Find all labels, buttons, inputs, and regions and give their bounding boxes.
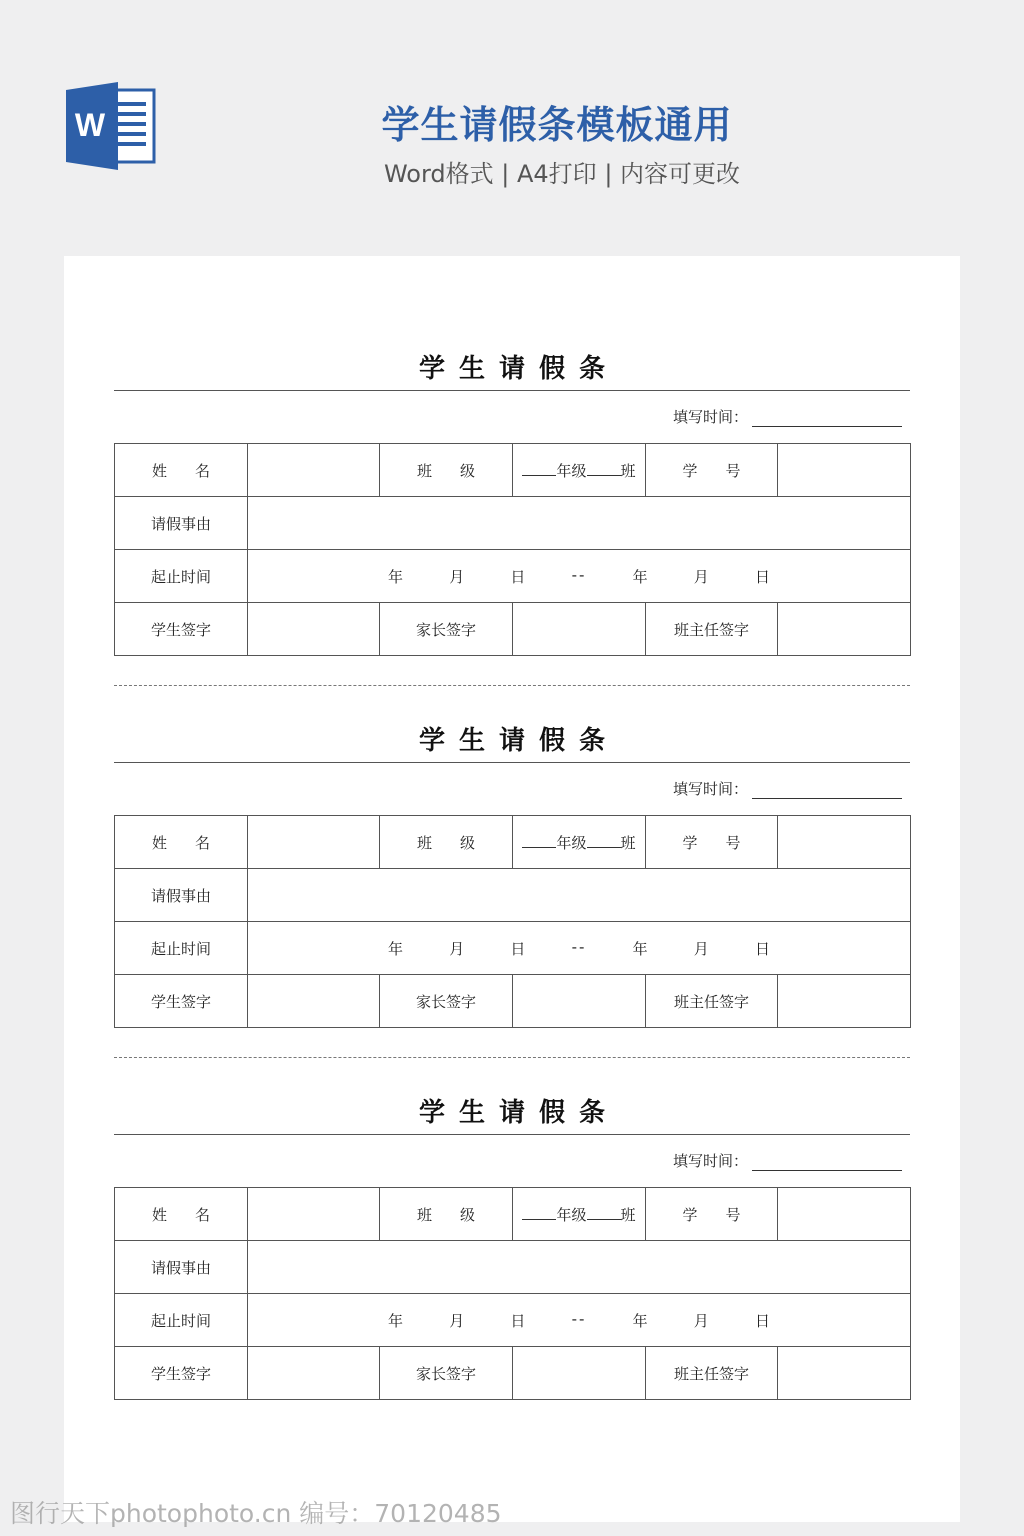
reason-label: 请假事由 — [115, 497, 248, 550]
start-year: 年 — [388, 939, 404, 958]
title-rule — [114, 1134, 910, 1135]
fill-time — [673, 1150, 902, 1171]
grade-blank[interactable] — [522, 462, 556, 476]
student-signature-label: 学生签字 — [115, 975, 248, 1028]
period-label: 起止时间 — [115, 1294, 248, 1347]
student-id-field[interactable] — [778, 444, 911, 497]
end-year: 年 — [632, 567, 648, 586]
teacher-signature-field[interactable] — [778, 603, 911, 656]
table-row — [115, 816, 911, 869]
start-day: 日 — [510, 939, 526, 958]
parent-signature-label: 家长签字 — [380, 975, 513, 1028]
end-month: 月 — [693, 567, 709, 586]
period-field[interactable] — [248, 922, 911, 975]
class-suffix: 班 — [620, 1205, 636, 1224]
grade-class-field[interactable] — [513, 1188, 646, 1241]
parent-signature-label: 家长签字 — [380, 603, 513, 656]
table-row — [115, 603, 911, 656]
student-id-label: 学号 — [646, 816, 778, 869]
teacher-signature-field[interactable] — [778, 975, 911, 1028]
start-month: 月 — [449, 1311, 465, 1330]
fill-time-blank[interactable] — [752, 783, 902, 799]
table-row — [115, 1294, 911, 1347]
fill-time-label: 填写时间： — [672, 408, 748, 426]
student-id-label: 学号 — [646, 1188, 778, 1241]
period-label: 起止时间 — [115, 922, 248, 975]
teacher-signature-label: 班主任签字 — [646, 1347, 778, 1400]
page-subtitle: Word格式 | A4打印 | 内容可更改 — [383, 160, 741, 188]
fill-time-label: 填写时间： — [672, 1152, 748, 1170]
start-day: 日 — [510, 1311, 526, 1330]
table-row — [115, 444, 911, 497]
parent-signature-field[interactable] — [513, 975, 646, 1028]
class-blank[interactable] — [587, 1206, 621, 1220]
student-signature-field[interactable] — [248, 603, 380, 656]
reason-field[interactable] — [248, 1241, 911, 1294]
end-month: 月 — [693, 1311, 709, 1330]
slip-title: 学生请假条 — [418, 726, 619, 756]
name-label: 姓名 — [115, 816, 248, 869]
table-row — [115, 869, 911, 922]
start-month: 月 — [449, 567, 465, 586]
name-label: 姓名 — [115, 444, 248, 497]
student-signature-field[interactable] — [248, 975, 380, 1028]
header — [0, 0, 1024, 256]
reason-field[interactable] — [248, 497, 911, 550]
fill-time — [673, 778, 902, 799]
start-year: 年 — [388, 567, 404, 586]
name-label: 姓名 — [115, 1188, 248, 1241]
table-row — [115, 550, 911, 603]
table-row — [115, 922, 911, 975]
parent-signature-label: 家长签字 — [380, 1347, 513, 1400]
start-month: 月 — [449, 939, 465, 958]
fill-time — [673, 406, 902, 427]
word-logo-letter: W — [74, 107, 106, 143]
student-signature-label: 学生签字 — [115, 603, 248, 656]
student-id-label: 学号 — [646, 444, 778, 497]
name-field[interactable] — [248, 816, 380, 869]
name-field[interactable] — [248, 444, 380, 497]
class-blank[interactable] — [587, 462, 621, 476]
grade-suffix: 年级 — [556, 1205, 587, 1224]
leave-form-table — [114, 443, 911, 656]
end-day: 日 — [754, 1311, 770, 1330]
teacher-signature-field[interactable] — [778, 1347, 911, 1400]
grade-class-field[interactable] — [513, 444, 646, 497]
document-page — [64, 256, 960, 1522]
end-year: 年 — [632, 1311, 648, 1330]
slip-title: 学生请假条 — [418, 1098, 619, 1128]
class-blank[interactable] — [587, 834, 621, 848]
class-suffix: 班 — [620, 461, 636, 480]
table-row — [115, 1347, 911, 1400]
page-title: 学生请假条模板通用 — [381, 103, 733, 147]
period-separator: -- — [571, 565, 587, 584]
period-field[interactable] — [248, 1294, 911, 1347]
fill-time-blank[interactable] — [752, 1155, 902, 1171]
reason-label: 请假事由 — [115, 869, 248, 922]
end-month: 月 — [693, 939, 709, 958]
leave-form-table — [114, 1187, 911, 1400]
grade-suffix: 年级 — [556, 461, 587, 480]
table-row — [115, 975, 911, 1028]
teacher-signature-label: 班主任签字 — [646, 603, 778, 656]
grade-blank[interactable] — [522, 834, 556, 848]
parent-signature-field[interactable] — [513, 1347, 646, 1400]
title-rule — [114, 762, 910, 763]
period-label: 起止时间 — [115, 550, 248, 603]
reason-label: 请假事由 — [115, 1241, 248, 1294]
grade-suffix: 年级 — [556, 833, 587, 852]
table-row — [115, 1188, 911, 1241]
fill-time-label: 填写时间： — [672, 780, 748, 798]
class-suffix: 班 — [620, 833, 636, 852]
period-separator: -- — [571, 1309, 587, 1328]
leave-form-table — [114, 815, 911, 1028]
cut-line — [114, 1057, 910, 1058]
class-label: 班级 — [380, 1188, 513, 1241]
end-day: 日 — [754, 567, 770, 586]
table-row — [115, 1241, 911, 1294]
title-rule — [114, 390, 910, 391]
grade-class-field[interactable] — [513, 816, 646, 869]
teacher-signature-label: 班主任签字 — [646, 975, 778, 1028]
slip-title: 学生请假条 — [418, 354, 619, 384]
reason-field[interactable] — [248, 869, 911, 922]
start-year: 年 — [388, 1311, 404, 1330]
name-field[interactable] — [248, 1188, 380, 1241]
cut-line — [114, 685, 910, 686]
watermark: 图行天下photophoto.cn 编号：70120485 — [10, 1499, 502, 1528]
fill-time-blank[interactable] — [752, 411, 902, 427]
class-label: 班级 — [380, 444, 513, 497]
student-id-field[interactable] — [778, 816, 911, 869]
class-label: 班级 — [380, 816, 513, 869]
student-id-field[interactable] — [778, 1188, 911, 1241]
grade-blank[interactable] — [522, 1206, 556, 1220]
start-day: 日 — [510, 567, 526, 586]
end-day: 日 — [754, 939, 770, 958]
period-field[interactable] — [248, 550, 911, 603]
table-row — [115, 497, 911, 550]
parent-signature-field[interactable] — [513, 603, 646, 656]
student-signature-label: 学生签字 — [115, 1347, 248, 1400]
period-separator: -- — [571, 937, 587, 956]
student-signature-field[interactable] — [248, 1347, 380, 1400]
end-year: 年 — [632, 939, 648, 958]
